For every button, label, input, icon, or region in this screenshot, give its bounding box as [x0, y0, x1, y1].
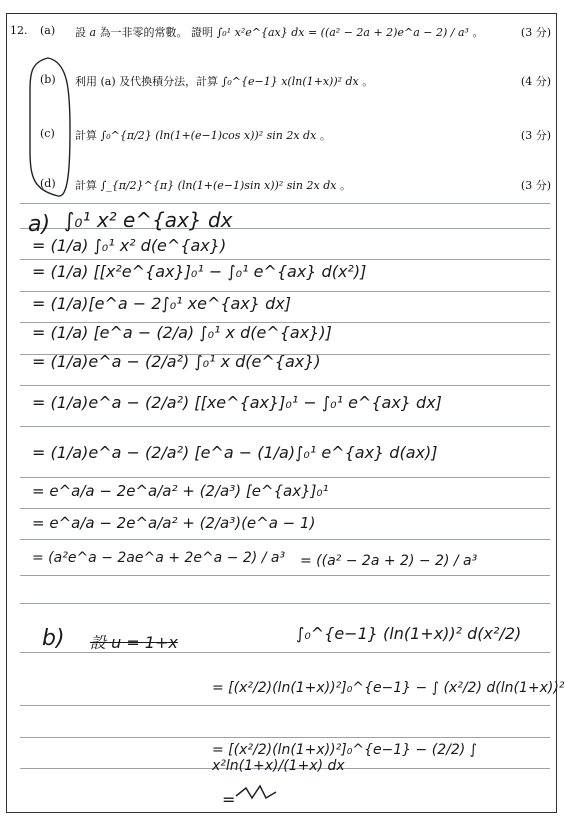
part-d-expr: ∫_{π/2}^{π} (ln(1+(e−1)sin x))² sin 2x dx	[100, 179, 337, 192]
part-a-prefix: 設	[75, 26, 86, 39]
part-c-expr: ∫₀^{π/2} (ln(1+(e−1)cos x))² sin 2x dx	[100, 129, 317, 142]
hw-a-line: = (1/a)e^a − (2/a²) ∫₀¹ x d(e^{ax})	[32, 352, 321, 371]
part-d-marks: (3 分)	[520, 179, 551, 192]
part-a-var: a	[89, 26, 97, 39]
hw-b-line: ∫₀^{e−1} (ln(1+x))² d(x²/2)	[296, 624, 522, 643]
hw-a-line: = (1/a)[e^a − 2∫₀¹ xe^{ax} dx]	[32, 294, 291, 313]
hw-a-line: = (1/a) [e^a − (2/a) ∫₀¹ x d(e^{ax})]	[32, 323, 332, 342]
part-a-expr: ∫₀¹ x²e^{ax} dx = ((a² − 2a + 2)e^a − 2) / a³	[216, 26, 469, 39]
part-c-suffix: 。	[319, 129, 331, 142]
part-b-instruction: 利用 (a) 及代換積分法，計算	[75, 75, 219, 88]
part-c-instruction: 計算	[75, 129, 97, 142]
hw-a-line: = (1/a) [[x²e^{ax}]₀¹ − ∫₀¹ e^{ax} d(x²)]	[32, 262, 367, 281]
hw-a-line: ∫₀¹ x² e^{ax} dx	[64, 208, 233, 232]
hw-a-line: = (1/a)e^a − (2/a²) [[xe^{ax}]₀¹ − ∫₀¹ e^{ax} dx]	[32, 393, 442, 412]
part-b-expr: ∫₀^{e−1} x(ln(1+x))² dx	[221, 75, 359, 88]
hw-a-final: = ((a² − 2a + 2) − 2) / a³	[300, 553, 478, 569]
part-d-instruction: 計算	[75, 179, 97, 192]
hw-a-line: = (1/a) ∫₀¹ x² d(e^{ax})	[32, 236, 227, 255]
part-d-suffix: 。	[339, 179, 351, 192]
part-b-marks: (4 分)	[520, 75, 551, 88]
hw-a-line: = e^a/a − 2e^a/a² + (2/a³)(e^a − 1)	[32, 514, 316, 532]
question-number: 12.	[10, 24, 28, 37]
part-a-suffix: 。	[472, 26, 484, 39]
part-b-label: (b)	[40, 73, 56, 86]
hw-b-scribble: =	[222, 790, 236, 809]
hw-a-line: = (a²e^a − 2ae^a + 2e^a − 2) / a³	[32, 550, 286, 566]
part-a-marks: (3 分)	[520, 26, 551, 39]
part-b-suffix: 。	[362, 75, 374, 88]
part-c-marks: (3 分)	[520, 129, 551, 142]
part-c-label: (c)	[40, 127, 55, 140]
hw-b-line: = [(x²/2)(ln(1+x))²]₀^{e−1} − (2/2) ∫ x²ln(1+x)/(1+x) dx	[212, 742, 477, 774]
hw-a-line: = e^a/a − 2e^a/a² + (2/a³) [e^{ax}]₀¹	[32, 482, 329, 500]
part-d-label: (d)	[40, 177, 56, 190]
hw-a-label: a)	[28, 212, 51, 237]
part-a-middle: 為一非零的常數。 證明	[99, 26, 214, 39]
hw-b-label: b)	[42, 626, 65, 651]
hw-b-intro-struck: 設 u = 1+x	[90, 633, 178, 652]
hw-a-line: = (1/a)e^a − (2/a²) [e^a − (1/a)∫₀¹ e^{ax} d(ax)]	[32, 443, 438, 462]
hw-b-line: = [(x²/2)(ln(1+x))²]₀^{e−1} − ∫ (x²/2) d(ln(1+x))²	[212, 680, 565, 696]
part-a-label: (a)	[40, 24, 56, 37]
